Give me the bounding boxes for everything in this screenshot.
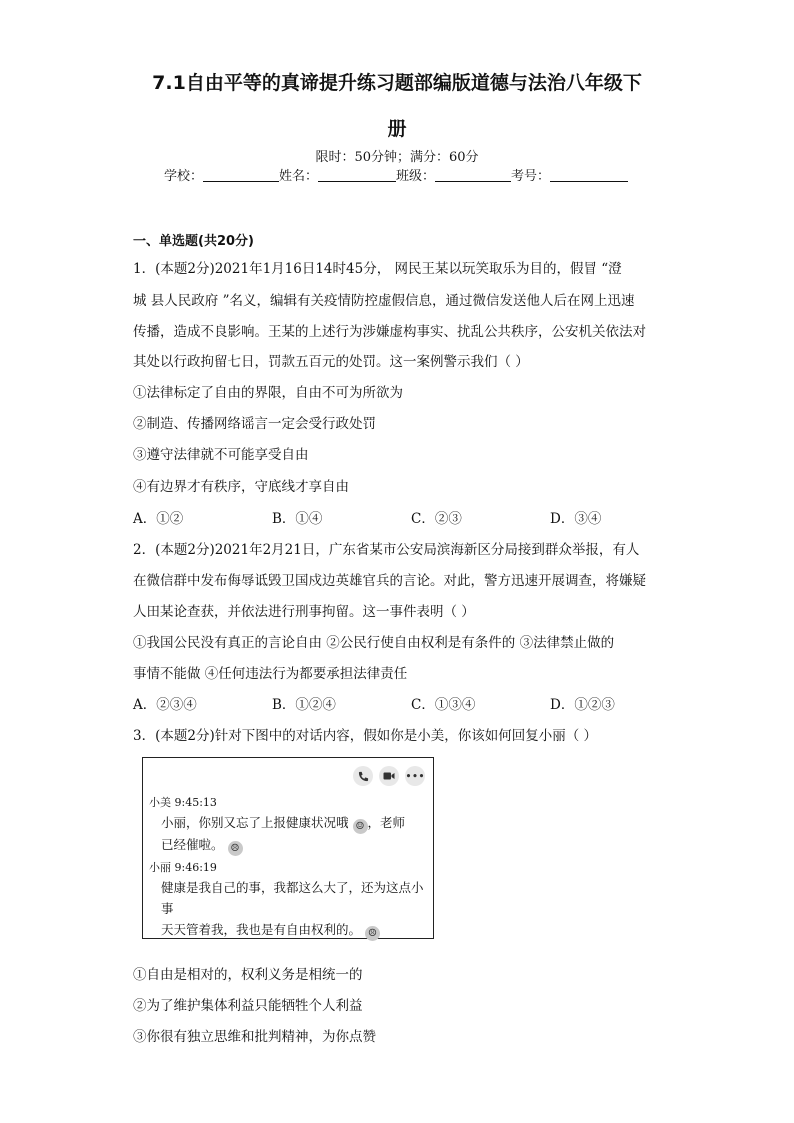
exam-number-field[interactable] [550,168,628,182]
video-icon [379,766,399,786]
q1-statement: ③遵守法律就不可能享受自由 [133,447,309,463]
exam-meta: 限时：50分钟；满分：60分 [315,150,479,165]
chat-message [161,812,431,856]
q2-option-b[interactable]: B．①②④ [272,697,336,713]
school-field[interactable] [203,168,279,182]
more-icon: ••• [405,766,425,786]
phone-icon [353,766,373,786]
chat-message-text: 天天管着我，我也是有自由权利的。 [161,922,362,937]
school-label: 学校： [164,169,204,184]
exam-number-label: 考号： [511,169,551,184]
chat-message [161,877,431,941]
chat-message-text: ，老师 [367,815,406,830]
shouting-emoji-icon: ☹ [365,926,380,941]
q2-option-a[interactable]: A．②③④ [133,697,197,713]
q3-stem: 3．(本题2分)针对下图中的对话内容，假如你是小美，你该如何回复小丽（ ） [133,728,598,744]
q2-statement: 事情不能做 ④任何违法行为都要承担法律责任 [133,666,408,682]
q1-option-c[interactable]: C．②③ [411,511,462,527]
q2-option-d[interactable]: D．①②③ [550,697,615,713]
q2-option-c[interactable]: C．①③④ [411,697,476,713]
q3-statement: ③你很有独立思维和批判精神，为你点赞 [133,1029,376,1045]
cool-emoji-icon: ☺ [353,819,368,834]
chat-message-text: 健康是我自己的事，我都这么大了，还为这点小事 [161,880,424,916]
annoyed-emoji-icon: ☹ [228,841,243,856]
q1-stem-line: 其处以行政拘留七日，罚款五百元的处罚。这一案例警示我们（ ） [133,354,529,370]
q2-stem-line: 在微信群中发布侮辱诋毁卫国戍边英雄官兵的言论。对此，警方迅速开展调查，将嫌疑 [133,573,646,589]
page-title-continued: 册 [387,118,407,140]
name-label: 姓名： [279,169,319,184]
q1-option-a[interactable]: A．①② [133,511,184,527]
q1-stem-line: 城 县人民政府 ”名义，编辑有关疫情防控虚假信息，通过微信发送他人后在网上迅速 [133,293,635,309]
q1-statement: ①法律标定了自由的界限，自由不可为所欲为 [133,385,403,401]
q1-option-d[interactable]: D．③④ [550,511,602,527]
q3-statement: ②为了维护集体利益只能牺牲个人利益 [133,998,363,1014]
section-heading: 一、单选题(共20分) [133,234,254,249]
q1-statement: ④有边界才有秩序，守底线才享自由 [133,479,349,495]
student-info-fields [164,165,628,184]
name-field[interactable] [318,168,396,182]
q1-stem-line: 传播，造成不良影响。王某的上述行为涉嫌虚构事实、扰乱公共秩序，公安机关依法对 [133,324,646,340]
q2-statement: ①我国公民没有真正的言论自由 ②公民行使自由权利是有条件的 ③法律禁止做的 [133,635,615,651]
q3-statement: ①自由是相对的，权利义务是相统一的 [133,967,363,983]
chat-screenshot [142,757,434,939]
q1-option-b[interactable]: B．①④ [272,511,323,527]
q1-stem-line: 1．(本题2分)2021年1月16日14时45分， 网民王某以玩笑取乐为目的，假冒 “澄 [133,261,622,277]
q1-statement: ②制造、传播网络谣言一定会受行政处罚 [133,416,376,432]
class-field[interactable] [435,168,511,182]
chat-sender: 小丽 9:46:19 [149,861,217,874]
q2-stem-line: 人田某论查获，并依法进行刑事拘留。这一事件表明（ ） [133,604,475,620]
chat-toolbar [353,766,425,786]
chat-sender: 小美 9:45:13 [149,796,217,809]
chat-message-text: 已经催啦。 [161,837,224,852]
chat-message-text: 小丽，你别又忘了上报健康状况哦 [161,815,349,830]
page-title: 7.1自由平等的真谛提升练习题部编版道德与法治八年级下 [152,72,642,94]
class-label: 班级： [396,169,436,184]
q2-stem-line: 2．(本题2分)2021年2月21日，广东省某市公安局滨海新区分局接到群众举报，有人 [133,542,640,558]
